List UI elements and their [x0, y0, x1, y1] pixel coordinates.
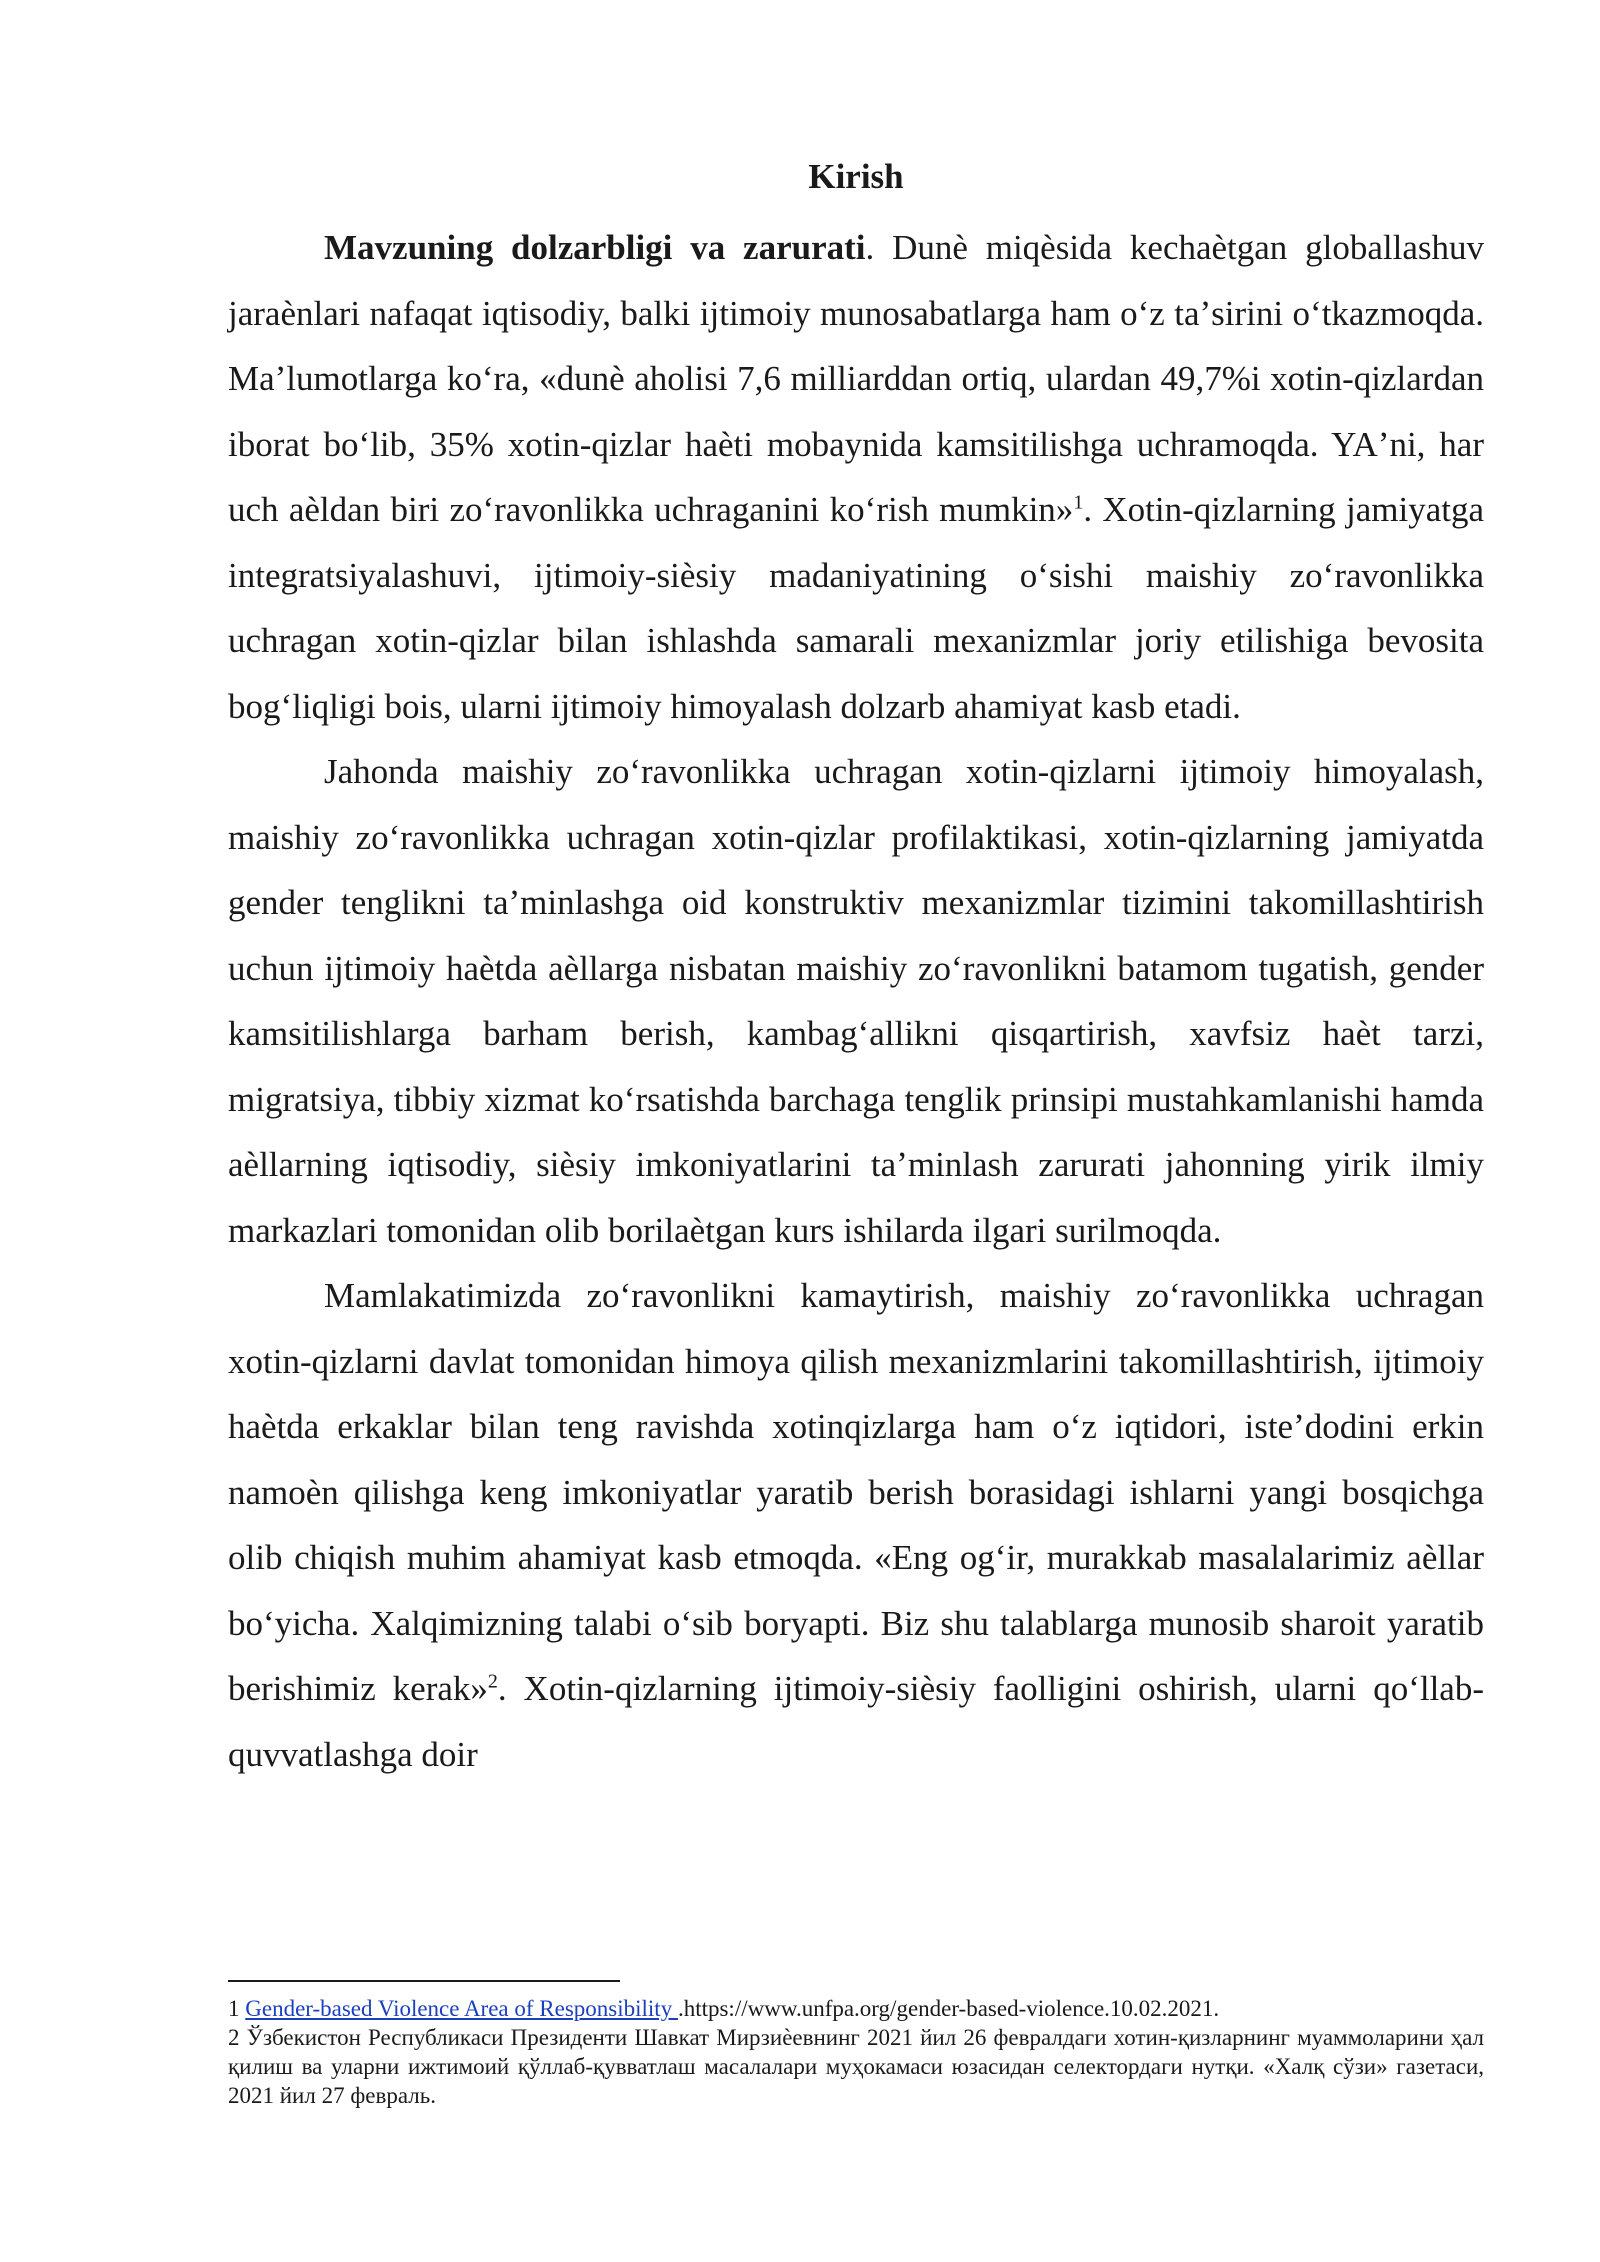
- document-body: [228, 150, 1484, 1787]
- footnote-link[interactable]: Gender-based Violence Area of Responsibility: [245, 1996, 678, 2021]
- footnote-1: [228, 1994, 1484, 2023]
- page-title: Kirish: [808, 157, 904, 196]
- footnotes: [228, 1980, 1484, 2110]
- paragraph-text: . Xotin-qizlarning jamiyatga integratsiyalashuvi, ijtimoiy-sièsiy madaniyatining oʻsishi maishiy zoʻravonlikka uchragan xotin-qizlar bilan ishlashda samarali mexanizmlar joriy etilishiga bevosita bogʻliqligi bois, ularni ijtimoiy himoyalash dolzarb ahamiyat kasb etadi.: [228, 490, 1484, 726]
- footnote-ref-2[interactable]: 2: [487, 1670, 498, 1693]
- footnote-ref-1[interactable]: 1: [1073, 491, 1084, 514]
- paragraph-relevance: [228, 215, 1484, 739]
- footnote-divider: [228, 1980, 620, 1982]
- paragraph-country: [228, 1263, 1484, 1787]
- paragraph-text: . Xotin-qizlarning ijtimoiy-sièsiy faolligini oshirish, ularni qoʻllab-quvvatlashga doir: [228, 1669, 1484, 1774]
- footnote-text: Ўзбекистон Республикаси Президенти Шавкат Мирзиѐевнинг 2021 йил 26 февралдаги хотин-қизларнинг муаммоларини ҳал қилиш ва уларни ижтимоий қўллаб-қувватлаш масалалари муҳокамаси юзасидан селектордаги нутқи. «Халқ сўзи» газетаси, 2021 йил 27 февраль.: [228, 2025, 1485, 2108]
- footnote-2: [228, 2023, 1484, 2110]
- relevance-heading: Mavzuning dolzarbligi va zarurati: [324, 228, 866, 267]
- footnote-text: .https://www.unfpa.org/gender-based-violence.10.02.2021.: [677, 1996, 1220, 2021]
- footnote-number: 2: [228, 2025, 240, 2050]
- paragraph-text: . Dunè miqèsida kechaètgan globallashuv jaraènlari nafaqat iqtisodiy, balki ijtimoiy munosabatlarga ham oʻz taʼsirini oʻtkazmoqda. Maʼlumotlarga koʻra, «dunè aholisi 7,6 milliarddan ortiq, ulardan 49,7%i xotin-qizlardan iborat boʻlib, 35% xotin-qizlar haèti mobaynida kamsitilishga uchramoqda. YAʼni, har uch aèldan biri zoʻravonlikka uchraganini koʻrish mumkin»: [228, 228, 1484, 529]
- footnote-number: 1: [228, 1996, 240, 2021]
- paragraph-world: Jahonda maishiy zoʻravonlikka uchragan xotin-qizlarni ijtimoiy himoyalash, maishiy zoʻravonlikka uchragan xotin-qizlar profilaktikasi, xotin-qizlarning jamiyatda gender tenglikni taʼminlashga oid konstruktiv mexanizmlar tizimini takomillashtirish uchun ijtimoiy haètda aèllarga nisbatan maishiy zoʻravonlikni batamom tugatish, gender kamsitilishlarga barham berish, kambagʻallikni qisqartirish, xavfsiz haèt tarzi, migratsiya, tibbiy xizmat koʻrsatishda barchaga tenglik prinsipi mustahkamlanishi hamda aèllarning iqtisodiy, sièsiy imkoniyatlarini taʼminlash zarurati jahonning yirik ilmiy markazlari tomonidan olib borilaètgan kurs ishilarda ilgari surilmoqda.: [228, 752, 1484, 1250]
- paragraph-text: Mamlakatimizda zoʻravonlikni kamaytirish, maishiy zoʻravonlikka uchragan xotin-qizlarni davlat tomonidan himoya qilish mexanizmlarini takomillashtirish, ijtimoiy haètda erkaklar bilan teng ravishda xotinqizlarga ham oʻz iqtidori, isteʼdodini erkin namoèn qilishga keng imkoniyatlar yaratib berish borasidagi ishlarni yangi bosqichga olib chiqish muhim ahamiyat kasb etmoqda. «Eng ogʻir, murakkab masalalarimiz aèllar boʻyicha. Xalqimizning talabi oʻsib boryapti. Biz shu talablarga munosib sharoit yaratib berishimiz kerak»: [228, 1276, 1484, 1708]
